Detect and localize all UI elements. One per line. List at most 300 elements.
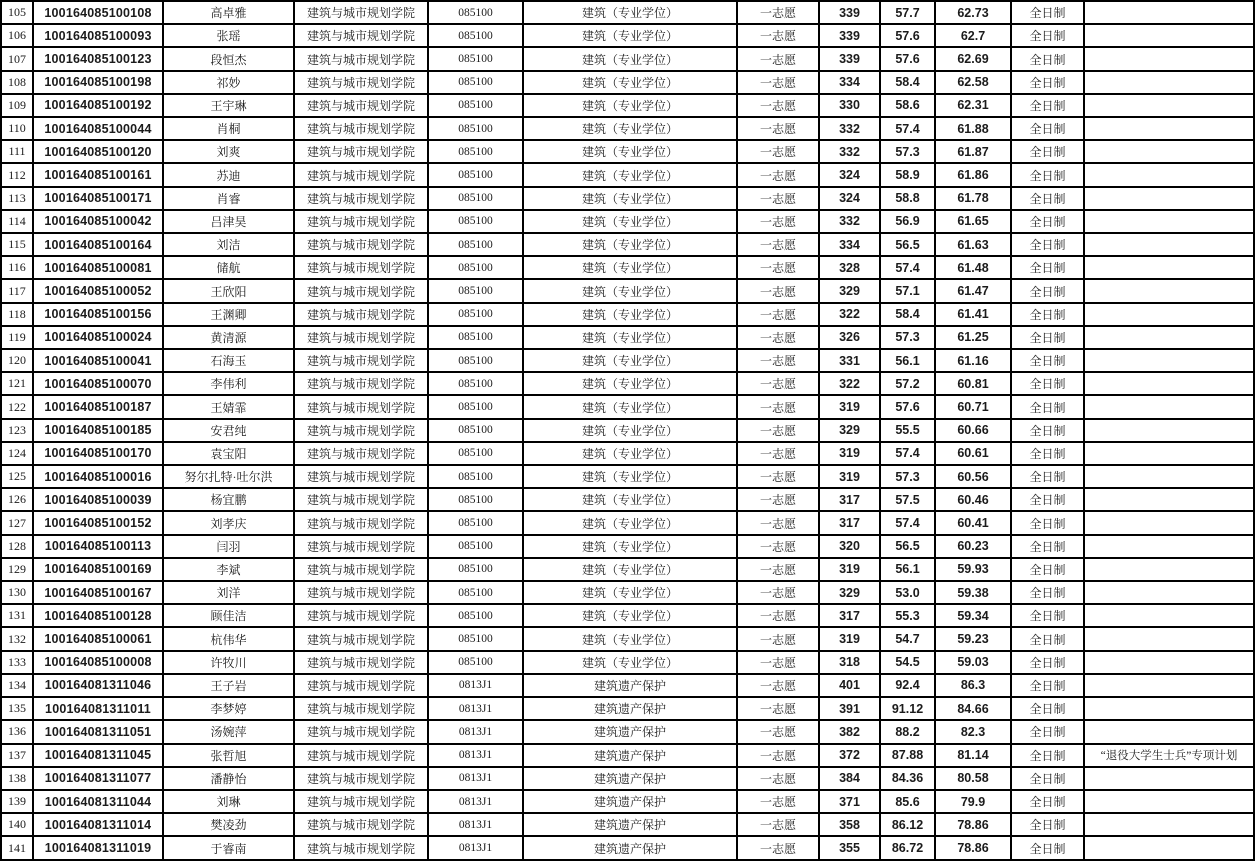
- cell-study-mode: 全日制: [1011, 233, 1084, 256]
- cell-initial-score: 319: [819, 395, 880, 418]
- cell-application-type: 一志愿: [737, 140, 819, 163]
- cell-initial-score: 332: [819, 117, 880, 140]
- cell-college: 建筑与城市规划学院: [294, 651, 428, 674]
- table-row: [1, 744, 1254, 767]
- cell-college: 建筑与城市规划学院: [294, 94, 428, 117]
- cell-candidate-name: 储航: [163, 256, 294, 279]
- cell-major-name: 建筑遗产保护: [523, 813, 737, 836]
- cell-total-score: 81.14: [935, 744, 1011, 767]
- cell-candidate-name: 吕津昊: [163, 210, 294, 233]
- cell-major-name: 建筑（专业学位）: [523, 581, 737, 604]
- cell-total-score: 62.7: [935, 24, 1011, 47]
- cell-initial-score: 339: [819, 24, 880, 47]
- cell-initial-score: 332: [819, 140, 880, 163]
- table-row: [1, 1, 1254, 24]
- cell-major-name: 建筑遗产保护: [523, 767, 737, 790]
- cell-remark: [1084, 349, 1254, 372]
- cell-retest-score: 57.5: [880, 488, 935, 511]
- cell-candidate-name: 袁宝阳: [163, 442, 294, 465]
- cell-initial-score: 329: [819, 279, 880, 302]
- cell-college: 建筑与城市规划学院: [294, 1, 428, 24]
- cell-major-name: 建筑（专业学位）: [523, 140, 737, 163]
- cell-retest-score: 57.7: [880, 1, 935, 24]
- cell-remark: [1084, 395, 1254, 418]
- cell-college: 建筑与城市规划学院: [294, 71, 428, 94]
- cell-candidate-id: 100164085100169: [33, 558, 163, 581]
- cell-initial-score: 319: [819, 627, 880, 650]
- cell-application-type: 一志愿: [737, 303, 819, 326]
- cell-initial-score: 332: [819, 210, 880, 233]
- cell-major-name: 建筑（专业学位）: [523, 71, 737, 94]
- cell-major-name: 建筑（专业学位）: [523, 117, 737, 140]
- cell-retest-score: 57.4: [880, 117, 935, 140]
- cell-major-code: 085100: [428, 71, 523, 94]
- cell-candidate-name: 杨宜鹏: [163, 488, 294, 511]
- cell-application-type: 一志愿: [737, 790, 819, 813]
- cell-total-score: 61.47: [935, 279, 1011, 302]
- table-row: [1, 187, 1254, 210]
- cell-application-type: 一志愿: [737, 47, 819, 70]
- cell-total-score: 61.86: [935, 163, 1011, 186]
- cell-retest-score: 85.6: [880, 790, 935, 813]
- cell-row-number: 109: [1, 94, 33, 117]
- cell-retest-score: 57.3: [880, 140, 935, 163]
- cell-application-type: 一志愿: [737, 744, 819, 767]
- cell-major-code: 085100: [428, 326, 523, 349]
- cell-major-name: 建筑（专业学位）: [523, 233, 737, 256]
- cell-major-name: 建筑（专业学位）: [523, 535, 737, 558]
- cell-initial-score: 358: [819, 813, 880, 836]
- cell-major-name: 建筑（专业学位）: [523, 511, 737, 534]
- cell-row-number: 112: [1, 163, 33, 186]
- cell-study-mode: 全日制: [1011, 744, 1084, 767]
- cell-retest-score: 86.12: [880, 813, 935, 836]
- cell-study-mode: 全日制: [1011, 813, 1084, 836]
- cell-major-code: 085100: [428, 24, 523, 47]
- cell-candidate-name: 努尔扎特·吐尔洪: [163, 465, 294, 488]
- cell-major-code: 0813J1: [428, 813, 523, 836]
- cell-candidate-name: 潘静怡: [163, 767, 294, 790]
- cell-row-number: 137: [1, 744, 33, 767]
- cell-total-score: 60.61: [935, 442, 1011, 465]
- table-body: [1, 1, 1254, 860]
- cell-initial-score: 371: [819, 790, 880, 813]
- cell-total-score: 62.69: [935, 47, 1011, 70]
- cell-candidate-id: 100164085100170: [33, 442, 163, 465]
- cell-retest-score: 57.1: [880, 279, 935, 302]
- cell-candidate-name: 刘洁: [163, 233, 294, 256]
- cell-major-code: 085100: [428, 419, 523, 442]
- cell-row-number: 120: [1, 349, 33, 372]
- cell-remark: [1084, 836, 1254, 860]
- cell-study-mode: 全日制: [1011, 511, 1084, 534]
- cell-total-score: 80.58: [935, 767, 1011, 790]
- cell-application-type: 一志愿: [737, 233, 819, 256]
- cell-application-type: 一志愿: [737, 651, 819, 674]
- cell-initial-score: 401: [819, 674, 880, 697]
- cell-major-name: 建筑（专业学位）: [523, 303, 737, 326]
- cell-initial-score: 329: [819, 581, 880, 604]
- cell-total-score: 59.93: [935, 558, 1011, 581]
- cell-initial-score: 339: [819, 47, 880, 70]
- cell-remark: [1084, 651, 1254, 674]
- cell-retest-score: 58.4: [880, 303, 935, 326]
- cell-college: 建筑与城市规划学院: [294, 697, 428, 720]
- cell-initial-score: 317: [819, 604, 880, 627]
- cell-candidate-id: 100164081311044: [33, 790, 163, 813]
- cell-total-score: 82.3: [935, 720, 1011, 743]
- cell-initial-score: 372: [819, 744, 880, 767]
- cell-candidate-id: 100164085100156: [33, 303, 163, 326]
- cell-college: 建筑与城市规划学院: [294, 233, 428, 256]
- cell-study-mode: 全日制: [1011, 24, 1084, 47]
- cell-initial-score: 384: [819, 767, 880, 790]
- cell-study-mode: 全日制: [1011, 720, 1084, 743]
- cell-candidate-name: 刘洋: [163, 581, 294, 604]
- cell-retest-score: 56.5: [880, 233, 935, 256]
- cell-major-name: 建筑（专业学位）: [523, 187, 737, 210]
- cell-college: 建筑与城市规划学院: [294, 349, 428, 372]
- cell-retest-score: 56.5: [880, 535, 935, 558]
- cell-college: 建筑与城市规划学院: [294, 442, 428, 465]
- table-row: [1, 604, 1254, 627]
- cell-major-name: 建筑（专业学位）: [523, 47, 737, 70]
- cell-candidate-id: 100164085100044: [33, 117, 163, 140]
- cell-college: 建筑与城市规划学院: [294, 279, 428, 302]
- cell-remark: [1084, 47, 1254, 70]
- cell-study-mode: 全日制: [1011, 767, 1084, 790]
- cell-major-code: 085100: [428, 187, 523, 210]
- cell-study-mode: 全日制: [1011, 651, 1084, 674]
- cell-remark: [1084, 604, 1254, 627]
- cell-study-mode: 全日制: [1011, 326, 1084, 349]
- cell-initial-score: 324: [819, 163, 880, 186]
- cell-row-number: 119: [1, 326, 33, 349]
- cell-initial-score: 328: [819, 256, 880, 279]
- cell-row-number: 125: [1, 465, 33, 488]
- cell-remark: [1084, 465, 1254, 488]
- cell-candidate-id: 100164085100108: [33, 1, 163, 24]
- cell-initial-score: 320: [819, 535, 880, 558]
- cell-row-number: 127: [1, 511, 33, 534]
- cell-study-mode: 全日制: [1011, 488, 1084, 511]
- cell-study-mode: 全日制: [1011, 94, 1084, 117]
- cell-initial-score: 326: [819, 326, 880, 349]
- cell-retest-score: 86.72: [880, 836, 935, 860]
- cell-initial-score: 319: [819, 558, 880, 581]
- table-row: [1, 24, 1254, 47]
- cell-study-mode: 全日制: [1011, 836, 1084, 860]
- cell-candidate-name: 顾佳洁: [163, 604, 294, 627]
- cell-total-score: 60.66: [935, 419, 1011, 442]
- table-row: [1, 372, 1254, 395]
- cell-major-code: 0813J1: [428, 744, 523, 767]
- cell-college: 建筑与城市规划学院: [294, 303, 428, 326]
- cell-total-score: 62.31: [935, 94, 1011, 117]
- cell-major-code: 085100: [428, 279, 523, 302]
- cell-row-number: 122: [1, 395, 33, 418]
- cell-row-number: 141: [1, 836, 33, 860]
- table-row: [1, 836, 1254, 860]
- cell-initial-score: 317: [819, 488, 880, 511]
- table-row: [1, 535, 1254, 558]
- cell-college: 建筑与城市规划学院: [294, 326, 428, 349]
- table-row: [1, 349, 1254, 372]
- cell-row-number: 136: [1, 720, 33, 743]
- cell-remark: [1084, 140, 1254, 163]
- table-row: [1, 581, 1254, 604]
- cell-remark: [1084, 1, 1254, 24]
- cell-college: 建筑与城市规划学院: [294, 419, 428, 442]
- cell-remark: [1084, 372, 1254, 395]
- cell-remark: [1084, 256, 1254, 279]
- cell-candidate-name: 杭伟华: [163, 627, 294, 650]
- cell-total-score: 62.73: [935, 1, 1011, 24]
- cell-candidate-name: 樊凌劲: [163, 813, 294, 836]
- cell-total-score: 60.71: [935, 395, 1011, 418]
- cell-college: 建筑与城市规划学院: [294, 256, 428, 279]
- table-row: [1, 47, 1254, 70]
- cell-retest-score: 57.6: [880, 24, 935, 47]
- cell-college: 建筑与城市规划学院: [294, 210, 428, 233]
- cell-total-score: 61.78: [935, 187, 1011, 210]
- cell-major-name: 建筑（专业学位）: [523, 279, 737, 302]
- table-row: [1, 163, 1254, 186]
- cell-study-mode: 全日制: [1011, 604, 1084, 627]
- cell-candidate-name: 李梦婷: [163, 697, 294, 720]
- cell-retest-score: 55.3: [880, 604, 935, 627]
- cell-candidate-id: 100164085100113: [33, 535, 163, 558]
- cell-application-type: 一志愿: [737, 465, 819, 488]
- cell-row-number: 130: [1, 581, 33, 604]
- cell-retest-score: 57.3: [880, 326, 935, 349]
- table-row: [1, 94, 1254, 117]
- cell-row-number: 134: [1, 674, 33, 697]
- cell-remark: [1084, 117, 1254, 140]
- cell-study-mode: 全日制: [1011, 47, 1084, 70]
- cell-candidate-id: 100164085100052: [33, 279, 163, 302]
- table-row: [1, 627, 1254, 650]
- cell-candidate-id: 100164081311077: [33, 767, 163, 790]
- cell-major-name: 建筑（专业学位）: [523, 94, 737, 117]
- cell-total-score: 78.86: [935, 813, 1011, 836]
- cell-candidate-name: 刘琳: [163, 790, 294, 813]
- cell-initial-score: 319: [819, 442, 880, 465]
- cell-remark: [1084, 187, 1254, 210]
- cell-college: 建筑与城市规划学院: [294, 117, 428, 140]
- cell-remark: [1084, 558, 1254, 581]
- cell-retest-score: 91.12: [880, 697, 935, 720]
- cell-retest-score: 54.5: [880, 651, 935, 674]
- cell-major-code: 085100: [428, 256, 523, 279]
- cell-major-code: 0813J1: [428, 767, 523, 790]
- cell-row-number: 105: [1, 1, 33, 24]
- cell-major-code: 0813J1: [428, 790, 523, 813]
- cell-college: 建筑与城市规划学院: [294, 395, 428, 418]
- cell-row-number: 115: [1, 233, 33, 256]
- cell-remark: [1084, 163, 1254, 186]
- cell-major-name: 建筑遗产保护: [523, 674, 737, 697]
- cell-remark: [1084, 535, 1254, 558]
- table-row: [1, 326, 1254, 349]
- table-row: [1, 558, 1254, 581]
- cell-major-name: 建筑（专业学位）: [523, 419, 737, 442]
- cell-remark: [1084, 488, 1254, 511]
- cell-total-score: 61.65: [935, 210, 1011, 233]
- cell-total-score: 59.34: [935, 604, 1011, 627]
- table-row: [1, 488, 1254, 511]
- cell-total-score: 62.58: [935, 71, 1011, 94]
- cell-initial-score: 355: [819, 836, 880, 860]
- cell-remark: [1084, 233, 1254, 256]
- cell-retest-score: 56.1: [880, 349, 935, 372]
- cell-college: 建筑与城市规划学院: [294, 535, 428, 558]
- cell-major-name: 建筑（专业学位）: [523, 372, 737, 395]
- cell-major-name: 建筑（专业学位）: [523, 256, 737, 279]
- cell-total-score: 60.46: [935, 488, 1011, 511]
- cell-college: 建筑与城市规划学院: [294, 372, 428, 395]
- cell-candidate-name: 刘孝庆: [163, 511, 294, 534]
- cell-candidate-id: 100164085100093: [33, 24, 163, 47]
- cell-major-name: 建筑（专业学位）: [523, 604, 737, 627]
- cell-candidate-id: 100164085100120: [33, 140, 163, 163]
- cell-candidate-id: 100164081311045: [33, 744, 163, 767]
- cell-candidate-id: 100164085100061: [33, 627, 163, 650]
- cell-remark: [1084, 326, 1254, 349]
- cell-row-number: 116: [1, 256, 33, 279]
- table-row: [1, 210, 1254, 233]
- cell-total-score: 61.88: [935, 117, 1011, 140]
- cell-college: 建筑与城市规划学院: [294, 465, 428, 488]
- cell-candidate-name: 刘爽: [163, 140, 294, 163]
- cell-candidate-name: 许牧川: [163, 651, 294, 674]
- cell-row-number: 132: [1, 627, 33, 650]
- cell-remark: [1084, 767, 1254, 790]
- cell-candidate-id: 100164085100024: [33, 326, 163, 349]
- cell-candidate-name: 于睿南: [163, 836, 294, 860]
- cell-college: 建筑与城市规划学院: [294, 674, 428, 697]
- cell-candidate-id: 100164085100081: [33, 256, 163, 279]
- cell-study-mode: 全日制: [1011, 349, 1084, 372]
- cell-retest-score: 56.1: [880, 558, 935, 581]
- cell-major-code: 0813J1: [428, 720, 523, 743]
- cell-study-mode: 全日制: [1011, 581, 1084, 604]
- cell-major-name: 建筑（专业学位）: [523, 210, 737, 233]
- cell-retest-score: 58.9: [880, 163, 935, 186]
- cell-remark: [1084, 279, 1254, 302]
- cell-college: 建筑与城市规划学院: [294, 24, 428, 47]
- cell-major-code: 085100: [428, 395, 523, 418]
- cell-major-code: 085100: [428, 535, 523, 558]
- cell-college: 建筑与城市规划学院: [294, 47, 428, 70]
- cell-total-score: 61.25: [935, 326, 1011, 349]
- cell-row-number: 123: [1, 419, 33, 442]
- cell-initial-score: 322: [819, 372, 880, 395]
- cell-application-type: 一志愿: [737, 372, 819, 395]
- cell-candidate-name: 苏迪: [163, 163, 294, 186]
- cell-candidate-name: 高卓雅: [163, 1, 294, 24]
- cell-study-mode: 全日制: [1011, 372, 1084, 395]
- cell-study-mode: 全日制: [1011, 187, 1084, 210]
- cell-college: 建筑与城市规划学院: [294, 581, 428, 604]
- cell-candidate-id: 100164085100041: [33, 349, 163, 372]
- cell-retest-score: 57.4: [880, 442, 935, 465]
- cell-application-type: 一志愿: [737, 395, 819, 418]
- cell-retest-score: 58.4: [880, 71, 935, 94]
- cell-row-number: 114: [1, 210, 33, 233]
- cell-row-number: 139: [1, 790, 33, 813]
- cell-total-score: 59.38: [935, 581, 1011, 604]
- cell-major-code: 085100: [428, 465, 523, 488]
- cell-candidate-id: 100164085100008: [33, 651, 163, 674]
- table-row: [1, 442, 1254, 465]
- cell-candidate-id: 100164081311011: [33, 697, 163, 720]
- cell-study-mode: 全日制: [1011, 303, 1084, 326]
- cell-candidate-name: 王欣阳: [163, 279, 294, 302]
- cell-candidate-name: 张瑶: [163, 24, 294, 47]
- cell-total-score: 60.56: [935, 465, 1011, 488]
- cell-study-mode: 全日制: [1011, 558, 1084, 581]
- cell-major-code: 085100: [428, 581, 523, 604]
- cell-remark: [1084, 720, 1254, 743]
- cell-initial-score: 318: [819, 651, 880, 674]
- cell-application-type: 一志愿: [737, 836, 819, 860]
- cell-major-name: 建筑（专业学位）: [523, 558, 737, 581]
- cell-study-mode: 全日制: [1011, 442, 1084, 465]
- cell-remark: [1084, 674, 1254, 697]
- cell-college: 建筑与城市规划学院: [294, 790, 428, 813]
- cell-application-type: 一志愿: [737, 326, 819, 349]
- cell-remark: [1084, 627, 1254, 650]
- cell-application-type: 一志愿: [737, 256, 819, 279]
- cell-total-score: 59.23: [935, 627, 1011, 650]
- cell-candidate-id: 100164081311014: [33, 813, 163, 836]
- cell-college: 建筑与城市规划学院: [294, 604, 428, 627]
- cell-application-type: 一志愿: [737, 24, 819, 47]
- cell-major-code: 085100: [428, 558, 523, 581]
- cell-college: 建筑与城市规划学院: [294, 767, 428, 790]
- table-row: [1, 511, 1254, 534]
- cell-application-type: 一志愿: [737, 349, 819, 372]
- cell-application-type: 一志愿: [737, 1, 819, 24]
- cell-application-type: 一志愿: [737, 163, 819, 186]
- cell-major-code: 085100: [428, 488, 523, 511]
- cell-candidate-id: 100164085100171: [33, 187, 163, 210]
- cell-candidate-id: 100164085100042: [33, 210, 163, 233]
- cell-candidate-id: 100164085100128: [33, 604, 163, 627]
- cell-row-number: 117: [1, 279, 33, 302]
- cell-retest-score: 57.6: [880, 47, 935, 70]
- cell-application-type: 一志愿: [737, 187, 819, 210]
- table-row: [1, 790, 1254, 813]
- cell-candidate-name: 王宇琳: [163, 94, 294, 117]
- cell-major-name: 建筑遗产保护: [523, 744, 737, 767]
- cell-candidate-id: 100164085100167: [33, 581, 163, 604]
- cell-total-score: 61.41: [935, 303, 1011, 326]
- cell-major-code: 0813J1: [428, 674, 523, 697]
- cell-study-mode: 全日制: [1011, 535, 1084, 558]
- cell-candidate-name: 王渊卿: [163, 303, 294, 326]
- table-row: [1, 303, 1254, 326]
- cell-remark: [1084, 581, 1254, 604]
- cell-major-name: 建筑遗产保护: [523, 720, 737, 743]
- cell-candidate-id: 100164085100164: [33, 233, 163, 256]
- cell-college: 建筑与城市规划学院: [294, 558, 428, 581]
- cell-major-code: 0813J1: [428, 836, 523, 860]
- cell-row-number: 126: [1, 488, 33, 511]
- cell-candidate-id: 100164085100198: [33, 71, 163, 94]
- cell-retest-score: 58.6: [880, 94, 935, 117]
